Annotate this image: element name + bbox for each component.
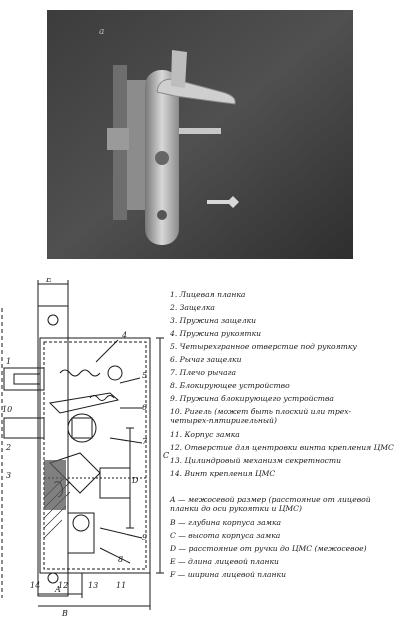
lock-drawing xyxy=(0,278,170,618)
legend-dim: C — высота корпуса замка xyxy=(170,531,281,540)
dim-label-a: A xyxy=(55,585,61,594)
legend-item: 3. Пружина защелки xyxy=(170,316,257,325)
dim-label-d: D xyxy=(132,476,139,485)
callout-4: 4 xyxy=(122,331,128,340)
legend-item: 4. Пружина рукоятки xyxy=(170,329,262,338)
callout-12: 12 xyxy=(58,581,69,590)
legend-item: 13. Цилиндровый механизм секретности xyxy=(170,456,341,465)
legend xyxy=(170,290,418,616)
callout-3: 3 xyxy=(6,471,12,480)
legend-dim: D — расстояние от ручки до ЦМС (межосевое) xyxy=(170,544,367,553)
legend-item: 14. Винт крепления ЦМС xyxy=(170,469,276,478)
callout-13: 13 xyxy=(88,581,99,590)
legend-item: 9. Пружина блокирующего устройства xyxy=(170,394,334,403)
legend-item: 5. Четырехгранное отверстие под рукоятку xyxy=(170,342,357,351)
legend-item: 2. Защелка xyxy=(170,303,215,312)
legend-dim: F — ширина лицевой планки xyxy=(170,570,286,579)
callout-2: 2 xyxy=(6,443,12,452)
legend-dim: A — межосевой размер (расстояние от лицевой планки до оси рукоятки и ЦМС) xyxy=(170,495,371,513)
dim-label-b: B xyxy=(62,609,68,618)
callout-9: 9 xyxy=(142,533,148,542)
callout-11: 11 xyxy=(116,581,127,590)
photo-mark: а xyxy=(99,27,105,37)
callout-5: 5 xyxy=(142,371,148,380)
legend-item: 12. Отверстие для центровки винта крепления ЦМС xyxy=(170,443,394,452)
legend-item: 6. Рычаг защелки xyxy=(170,355,242,364)
legend-item: 10. Ригель (может быть плоский или трех-четырех-пятиригельный) xyxy=(170,407,352,425)
callout-14: 14 xyxy=(30,581,41,590)
legend-item: 7. Плечо рычага xyxy=(170,368,236,377)
lock-photo xyxy=(47,10,353,259)
dim-label-e: E xyxy=(46,278,52,284)
callout-7: 7 xyxy=(142,437,148,446)
legend-item: 1. Лицевая планка xyxy=(170,290,246,299)
legend-dim: E — длина лицевой планки xyxy=(170,557,279,566)
callout-10: 10 xyxy=(2,405,13,414)
callout-1: 1 xyxy=(6,357,12,366)
legend-dim: B — глубина корпуса замка xyxy=(170,518,282,527)
legend-item: 8. Блокирующее устройство xyxy=(170,381,290,390)
callout-6: 6 xyxy=(142,403,148,412)
callout-8: 8 xyxy=(118,555,124,564)
dim-label-c: C xyxy=(163,451,170,460)
legend-item: 11. Корпус замка xyxy=(170,430,240,439)
